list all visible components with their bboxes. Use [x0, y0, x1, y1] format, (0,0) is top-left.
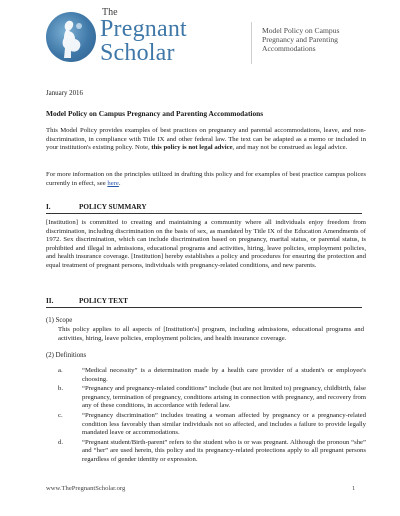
intro-text: This Model Policy provides examples of best practices on pregnancy and parental accommodations, leave, and non-discrimination, in compliance with Title IX and other federal law. The text can be adapted as a memo or included in your institution's existing policy. Note, — [46, 127, 366, 152]
section-title: POLICY TEXT — [79, 297, 128, 305]
section-number: II. — [46, 297, 54, 305]
header-subtitle-line: Model Policy on Campus — [262, 26, 340, 35]
header-subtitle-line: Accommodations — [262, 44, 316, 53]
intro-paragraph — [46, 127, 366, 153]
document-date: January 2016 — [46, 90, 83, 97]
definition-letter: c. — [58, 411, 63, 419]
document-title: Model Policy on Campus Pregnancy and Parenting Accommodations — [46, 109, 264, 118]
definitions-list — [58, 367, 366, 466]
section-title: POLICY SUMMARY — [79, 203, 147, 211]
header-divider — [251, 22, 252, 64]
here-link[interactable]: here — [107, 179, 119, 187]
definition-text: “Medical necessity” is a determination made by a health care provider of a student's or employee's choosing. — [82, 367, 366, 383]
page-header — [0, 0, 400, 78]
scope-text: This policy applies to all aspects of [Institution's] program, including admissions, educational programs and activities, hiring, leave policies, employment policies, and health insurance coverage. — [58, 326, 364, 342]
scope-heading: (1) Scope — [46, 317, 73, 324]
header-subtitle-line: Pregnancy and Parenting — [262, 35, 338, 44]
definition-letter: b. — [58, 385, 64, 393]
logo-the-text: The — [102, 7, 118, 18]
pregnant-silhouette-icon — [46, 12, 96, 62]
definitions-heading: (2) Definitions — [46, 352, 87, 359]
header-subtitle — [262, 26, 387, 53]
section-heading — [46, 203, 147, 211]
section-number: I. — [46, 203, 51, 211]
section-divider — [46, 213, 362, 214]
logo — [46, 6, 206, 72]
not-legal-advice-bold: this policy is not legal advice — [151, 144, 233, 152]
policy-summary-text: [Institution] is committed to creating and maintaining a community where all individuals enjoy freedom from discrimination, including discrimination on the basis of sex, as mandated by Title IX of the Education Amendments of 1972. Sex discrimination, which can include discrimination based on pregnancy, marital status, or parental status, is prohibited and illegal in admissions, educational programs and activities, hiring, leave policies, employment policies, and health insurance coverage. [Institution] hereby establishes a policy and procedures for ensuring the protection and equal treatment of pregnant persons, individuals with pregnancy-related conditions, and new parents. — [46, 219, 366, 269]
definition-item — [58, 412, 366, 438]
page-number: 1 — [352, 485, 356, 492]
logo-scholar-text: Scholar — [100, 40, 175, 66]
more-info-paragraph — [46, 171, 366, 188]
section-divider — [46, 307, 362, 308]
more-info-text: For more information on the principles utilized in drafting this policy and for examples of best practice campus polices currently in effect, see — [46, 171, 366, 187]
definition-item — [58, 439, 366, 465]
definition-letter: d. — [58, 438, 64, 446]
intro-text-end: , and may not be construed as legal advice. — [232, 144, 348, 152]
logo-pregnant-text: Pregnant — [100, 16, 187, 42]
footer-website: www.ThePregnantScholar.org — [46, 485, 126, 492]
section-heading — [46, 297, 128, 305]
definition-text: “Pregnancy and pregnancy-related conditions” include (but are not limited to) pregnancy, childbirth, false pregnancy, termination of pregnancy, conditions arising in connection with pregnancy, and recovery from any of these conditions, in accordance with federal law. — [82, 385, 366, 410]
definition-item — [58, 385, 366, 411]
definition-text: “Pregnancy discrimination” includes treating a woman affected by pregnancy or a pregnancy-related condition less favorably than similar individuals not so affected, and includes a failure to provide legally mandated leave or accommodations. — [82, 411, 366, 437]
definition-item — [58, 367, 366, 384]
more-info-period: . — [118, 179, 121, 187]
definition-text: “Pregnant student/Birth-parent” refers to the student who is or was pregnant. Although the pronoun “she” and “her” are used herein, this policy and its pregnancy-related protections apply to all pregnant persons regardless of gender identity or expression. — [82, 438, 366, 463]
definition-letter: a. — [58, 367, 63, 374]
